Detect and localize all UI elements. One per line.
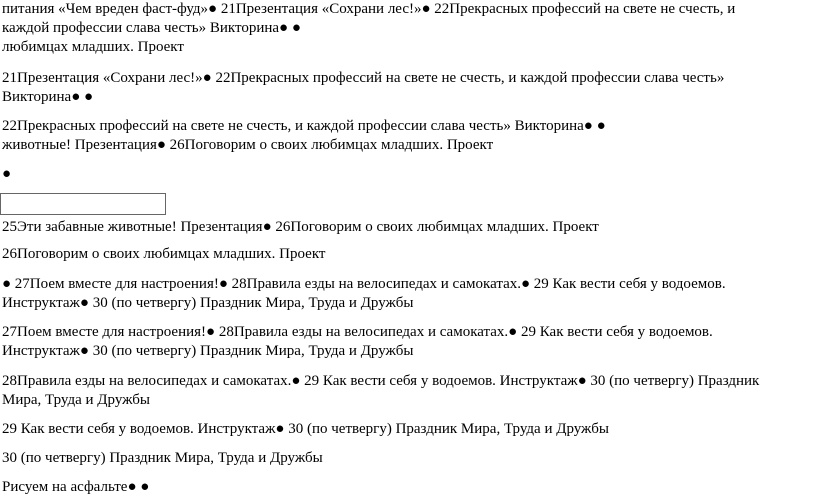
text-line: ● 27Поем вместе для настроения!● 28Правила езды на велосипедах и самокатах.● 29 Как вести себя у водоемов. bbox=[2, 276, 726, 292]
text-line: 28Правила езды на велосипедах и самокатах.● 29 Как вести себя у водоемов. Инструктаж● 30 (по четвергу) Праздник bbox=[2, 373, 760, 389]
text-line: каждой профессии слава честь» Викторина● ● bbox=[2, 20, 301, 36]
bullet-line: ● bbox=[2, 166, 12, 182]
text-line: 27Поем вместе для настроения!● 28Правила езды на велосипедах и самокатах.● 29 Как вести себя у водоемов. bbox=[2, 324, 713, 340]
text-line: любимцах младших. Проект bbox=[2, 39, 184, 55]
text-line: Инструктаж● 30 (по четвергу) Праздник Мира, Труда и Дружбы bbox=[2, 295, 414, 311]
empty-text-box bbox=[0, 193, 166, 215]
text-line: 29 Как вести себя у водоемов. Инструктаж● 30 (по четвергу) Праздник Мира, Труда и Дружбы bbox=[2, 421, 609, 437]
text-line: 22Прекрасных профессий на свете не счесть, и каждой профессии слава честь» Викторина● ● bbox=[2, 118, 606, 134]
text-line: Викторина● ● bbox=[2, 89, 94, 105]
text-line: питания «Чем вреден фаст-фуд»● 21Презентация «Сохрани лес!»● 22Прекрасных профессий на свете не счесть, и bbox=[2, 1, 736, 17]
text-line: Мира, Труда и Дружбы bbox=[2, 392, 151, 408]
text-line: Рисуем на асфальте● ● bbox=[2, 479, 150, 495]
text-line: 21Презентация «Сохрани лес!»● 22Прекрасных профессий на свете не счесть, и каждой профессии слава честь» bbox=[2, 70, 725, 86]
text-line: 25Эти забавные животные! Презентация● 26Поговорим о своих любимцах младших. Проект bbox=[2, 219, 599, 235]
text-line: Инструктаж● 30 (по четвергу) Праздник Мира, Труда и Дружбы bbox=[2, 343, 414, 359]
text-line: 30 (по четвергу) Праздник Мира, Труда и Дружбы bbox=[2, 450, 323, 466]
text-line: животные! Презентация● 26Поговорим о своих любимцах младших. Проект bbox=[2, 137, 494, 153]
text-line: 26Поговорим о своих любимцах младших. Проект bbox=[2, 246, 326, 262]
